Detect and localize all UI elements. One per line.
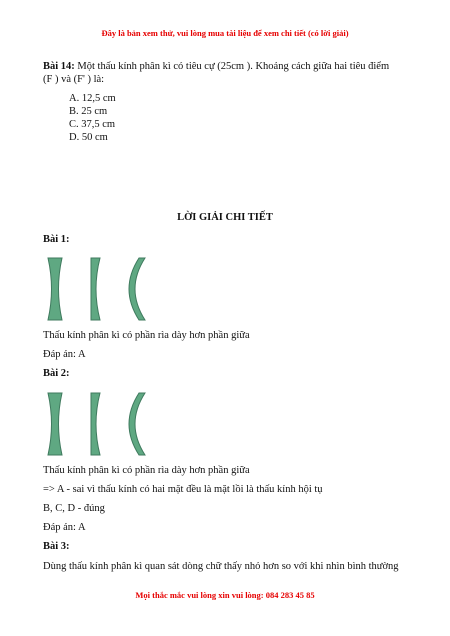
bai2-line-1: Thấu kính phân kì có phần rìa dày hơn phần giữa bbox=[43, 465, 250, 476]
option-d: D. 50 cm bbox=[69, 132, 108, 143]
bai2-heading: Bài 2: bbox=[43, 368, 70, 379]
bai2-line-2: => A - sai vì thấu kính có hai mặt đều là mặt lồi là thấu kính hội tụ bbox=[43, 484, 323, 495]
contact-banner: Mọi thắc mắc vui lòng xin vui lòng: 084 283 45 85 bbox=[135, 590, 315, 600]
question-line-2: (F ) và (F' ) là: bbox=[43, 74, 105, 85]
bai3-heading: Bài 3: bbox=[43, 541, 70, 552]
bai1-answer: Đáp án: A bbox=[43, 349, 86, 360]
plano-concave-lens bbox=[91, 258, 100, 320]
option-c: C. 37,5 cm bbox=[69, 119, 116, 130]
bai3-line-1: Dùng thấu kính phân kì quan sát dòng chữ thấy nhỏ hơn so với khi nhìn bình thường bbox=[43, 561, 399, 572]
option-b: B. 25 cm bbox=[69, 106, 108, 117]
option-a: A. 12,5 cm bbox=[69, 93, 116, 104]
plano-concave-lens bbox=[91, 393, 100, 455]
bai1-heading: Bài 1: bbox=[43, 234, 70, 245]
question-number: Bài 14: bbox=[43, 61, 75, 72]
preview-banner: Đây là bản xem thử, vui lòng mua tài liệu để xem chi tiết (có lời giải) bbox=[101, 28, 349, 38]
solution-title: LỜI GIẢI CHI TIẾT bbox=[177, 212, 273, 223]
question-text: Một thấu kính phân kì có tiêu cự (25cm ). Khoảng cách giữa hai tiêu điểm bbox=[74, 61, 390, 72]
convexo-concave-lens bbox=[129, 258, 145, 320]
bai1-line-1: Thấu kính phân kì có phần rìa dày hơn phần giữa bbox=[43, 330, 250, 341]
bai2-answer: Đáp án: A bbox=[43, 522, 86, 533]
diverging-lens-diagram-2 bbox=[45, 391, 155, 457]
question-line-1 bbox=[43, 60, 389, 73]
convexo-concave-lens bbox=[129, 393, 145, 455]
biconcave-lens bbox=[48, 393, 62, 455]
biconcave-lens bbox=[48, 258, 62, 320]
bai2-line-3: B, C, D - đúng bbox=[43, 503, 105, 514]
diverging-lens-diagram-1 bbox=[45, 256, 155, 322]
